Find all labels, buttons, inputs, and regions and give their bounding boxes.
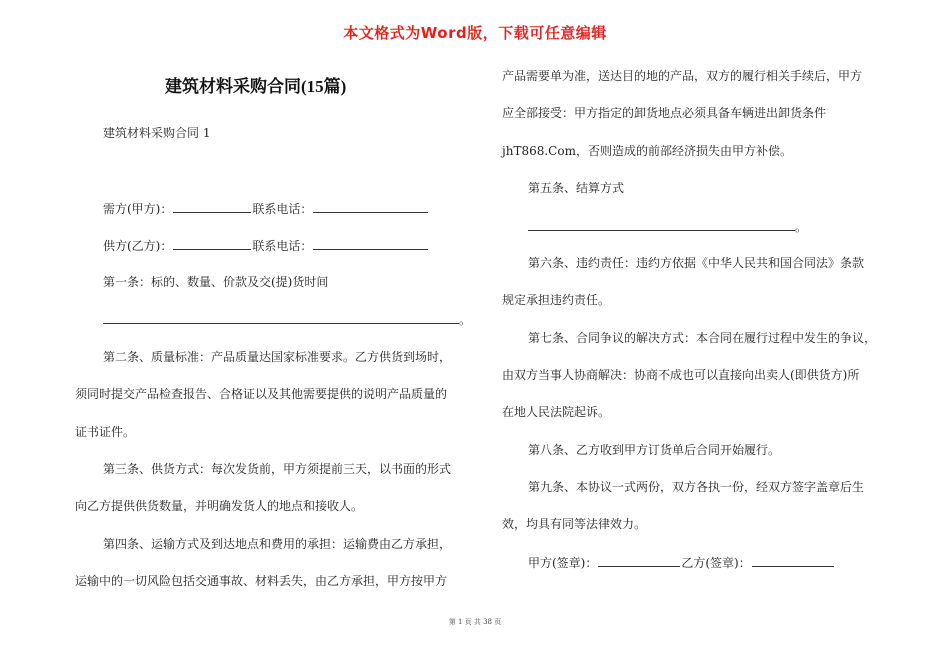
clause-3-line-2: 向乙方提供供货数量，并明确发货人的地点和接收人。 [75,499,364,513]
clause-1-end: 。 [459,313,472,327]
clause-7-line-2: 由双方当事人协商解决：协商不成也可以直接向出卖人(即供货方)所 [502,368,860,382]
clause-5-end: 。 [795,220,808,234]
party-b-sign-label: 乙方(签章)： [681,556,751,570]
clause-7-line-1: 第七条、合同争议的解决方式：本合同在履行过程中发生的争议， [528,331,877,345]
party-b-signature-field[interactable] [752,554,834,567]
clause-5-field[interactable] [528,218,795,231]
seller-phone-label: 联系电话： [252,239,313,253]
clause-4-line-2: 运输中的一切风险包括交通事故、材料丢失，由乙方承担，甲方按甲方 [75,574,448,588]
seller-phone-field[interactable] [313,237,428,250]
clause-1-field[interactable] [103,311,459,324]
seller-name-field[interactable] [173,237,251,250]
document-title: 建筑材料采购合同(15篇) [165,77,347,96]
clause-2-line-3: 证书证件。 [75,425,136,439]
buyer-phone-label: 联系电话： [252,202,313,216]
page-number-footer: 第 1 页 共 38 页 [448,618,502,626]
clause-2-line-2: 须同时提交产品检查报告、合格证以及其他需要提供的说明产品质量的 [75,387,448,401]
clause-4-line-5: jhT868.Com，否则造成的前部经济损失由甲方补偿。 [502,144,792,158]
clause-1-heading: 第一条：标的、数量、价款及交(提)货时间 [103,275,329,289]
clause-7-line-3: 在地人民法院起诉。 [502,405,611,419]
clause-4-line-3: 产品需要单为准，送达目的地的产品，双方的履行相关手续后，甲方 [502,69,863,83]
clause-9-line-2: 效，均具有同等法律效力。 [502,517,647,531]
word-version-banner: 本文格式为Word版，下载可任意编辑 [343,24,607,42]
contract-subtitle: 建筑材料采购合同 1 [103,126,211,140]
seller-line [103,237,429,254]
buyer-phone-field[interactable] [313,200,428,213]
signature-line [528,554,835,571]
clause-3-line-1: 第三条、供货方式：每次发货前，甲方须提前三天，以书面的形式 [103,462,452,476]
clause-1-fill-line [103,311,471,328]
clause-6-line-1: 第六条、违约责任：违约方依据《中华人民共和国合同法》条款 [528,256,865,270]
buyer-line [103,200,429,217]
clause-5-fill-line [528,218,807,235]
clause-4-line-1: 第四条、运输方式及到达地点和费用的承担：运输费由乙方承担， [103,537,452,551]
clause-2-line-1: 第二条、质量标准：产品质量达国家标准要求。乙方供货到场时， [103,350,452,364]
clause-8: 第八条、乙方收到甲方订货单后合同开始履行。 [528,443,781,457]
buyer-name-field[interactable] [173,200,251,213]
buyer-label: 需方(甲方)： [103,202,173,216]
clause-5-heading: 第五条、结算方式 [528,181,625,195]
clause-9-line-1: 第九条、本协议一式两份，双方各执一份，经双方签字盖章后生 [528,480,865,494]
clause-4-line-4: 应全部接受：甲方指定的卸货地点必须具备车辆进出卸货条件 [502,106,827,120]
clause-6-line-2: 规定承担违约责任。 [502,293,611,307]
party-a-signature-field[interactable] [598,554,680,567]
party-a-sign-label: 甲方(签章)： [528,556,598,570]
seller-label: 供方(乙方)： [103,239,173,253]
